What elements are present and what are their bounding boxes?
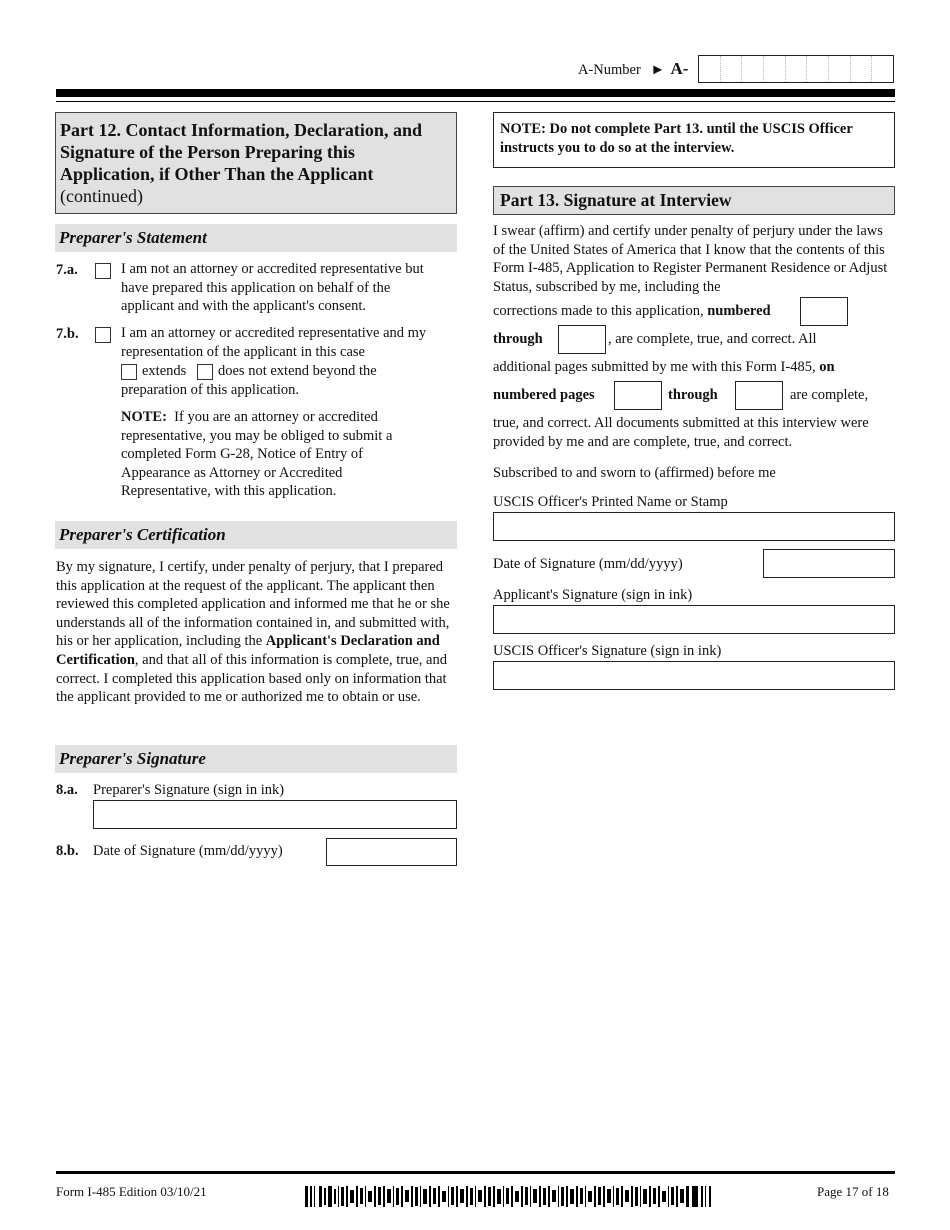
header-rule [56,89,895,97]
footer-rule [56,1171,895,1174]
item-7b-text: I am an attorney or accredited representative and my representation of the applicant in this case [121,325,427,360]
interview-date-label: Date of Signature (mm/dd/yyyy) [493,556,683,572]
are-complete-text: are complete, [790,387,869,403]
checkbox-does-not-extend[interactable] [197,364,213,380]
pages-from-field[interactable] [614,381,662,410]
checkbox-7a[interactable] [95,263,111,279]
form-edition: Form I-485 Edition 03/10/21 [56,1184,207,1199]
through-label-2: through [668,387,718,403]
pages-to-field[interactable] [735,381,783,410]
corrections-from-field[interactable] [800,297,848,326]
preparer-note: NOTE: If you are an attorney or accredited representative, you may be obliged to submit a completed Form G-28, Notice of Entry of Appearance as Attorney or Accredited Representative, with this application. [121,409,393,500]
item-8a-number: 8.a. [56,782,78,798]
a-number-input[interactable] [698,55,894,83]
corrections-line: corrections made to this application, numbered [493,303,771,319]
numbered-pages-label: numbered pages [493,387,595,403]
part12-continued: (continued) [60,186,143,206]
item-7a-text: I am not an attorney or accredited representative but have prepared this application on behalf of the applicant and with the applicant's consent. [121,261,424,315]
interview-date-field[interactable] [763,549,895,578]
officer-name-field[interactable] [493,512,895,541]
officer-signature-field[interactable] [493,661,895,690]
officer-name-label: USCIS Officer's Printed Name or Stamp [493,494,728,510]
checkbox-extends[interactable] [121,364,137,380]
subscribed-text: Subscribed to and sworn to (affirmed) before me [493,465,776,481]
preparers-signature-heading: Preparer's Signature [55,745,457,773]
applicant-signature-field[interactable] [493,605,895,634]
additional-pages-line: additional pages submitted by me with this Form I-485, on [493,359,835,375]
officer-signature-label: USCIS Officer's Signature (sign in ink) [493,643,722,659]
closing-text: true, and correct. All documents submitted at this interview were provided by me and are complete, true, and correct. [493,415,869,450]
item-7a-number: 7.a. [56,262,78,278]
certification-text: By my signature, I certify, under penalty of perjury, that I prepared this application at the request of the applicant. The applicant then reviewed this completed application and informed me that he or she understands all of the information contained in, and submitted with, his or her application, including the Applicant's Declaration and Certification, and that all of this information is complete, true, and correct. I completed this application based only on information that the applicant provided to me or authorized me to obtain or use. [56,559,450,706]
part12-header [55,112,457,214]
corrections-to-field[interactable] [558,325,606,354]
preparer-date-field[interactable] [326,838,457,866]
complete-text: , are complete, true, and correct. All [608,331,817,347]
checkbox-7b[interactable] [95,327,111,343]
item-8a-label: Preparer's Signature (sign in ink) [93,782,285,798]
page-number: Page 17 of 18 [817,1184,889,1199]
applicant-signature-label: Applicant's Signature (sign in ink) [493,587,693,603]
item-7b-text-end: preparation of this application. [121,382,299,398]
preparers-statement-heading: Preparer's Statement [55,224,457,252]
item-8b-label: Date of Signature (mm/dd/yyyy) [93,843,283,859]
oath-intro: I swear (affirm) and certify under penalty of perjury under the laws of the United States of America that I know that the contents of this Form I-485, Application to Register Permanent Residence or Adjust Status, subscribed by me, including the [493,223,888,295]
preparers-certification-heading: Preparer's Certification [55,521,457,549]
arrow-icon: ► [650,62,665,78]
item-7b-number: 7.b. [56,326,79,342]
header-rule-thin [56,101,895,102]
a-number-label: A-Number ► A- [578,59,689,78]
preparer-signature-field[interactable] [93,800,457,829]
does-not-extend-label: does not extend beyond the [218,363,377,379]
part13-note: NOTE: Do not complete Part 13. until the USCIS Officer instructs you to do so at the interview. [493,112,895,168]
item-8b-number: 8.b. [56,843,79,859]
part12-title: Part 12. Contact Information, Declaration, and Signature of the Person Preparing this Application, if Other Than the Applicant [60,120,422,184]
through-label: through [493,331,543,347]
extends-label: extends [142,363,187,379]
part13-title: Part 13. Signature at Interview [493,186,895,215]
barcode-icon [305,1186,713,1207]
